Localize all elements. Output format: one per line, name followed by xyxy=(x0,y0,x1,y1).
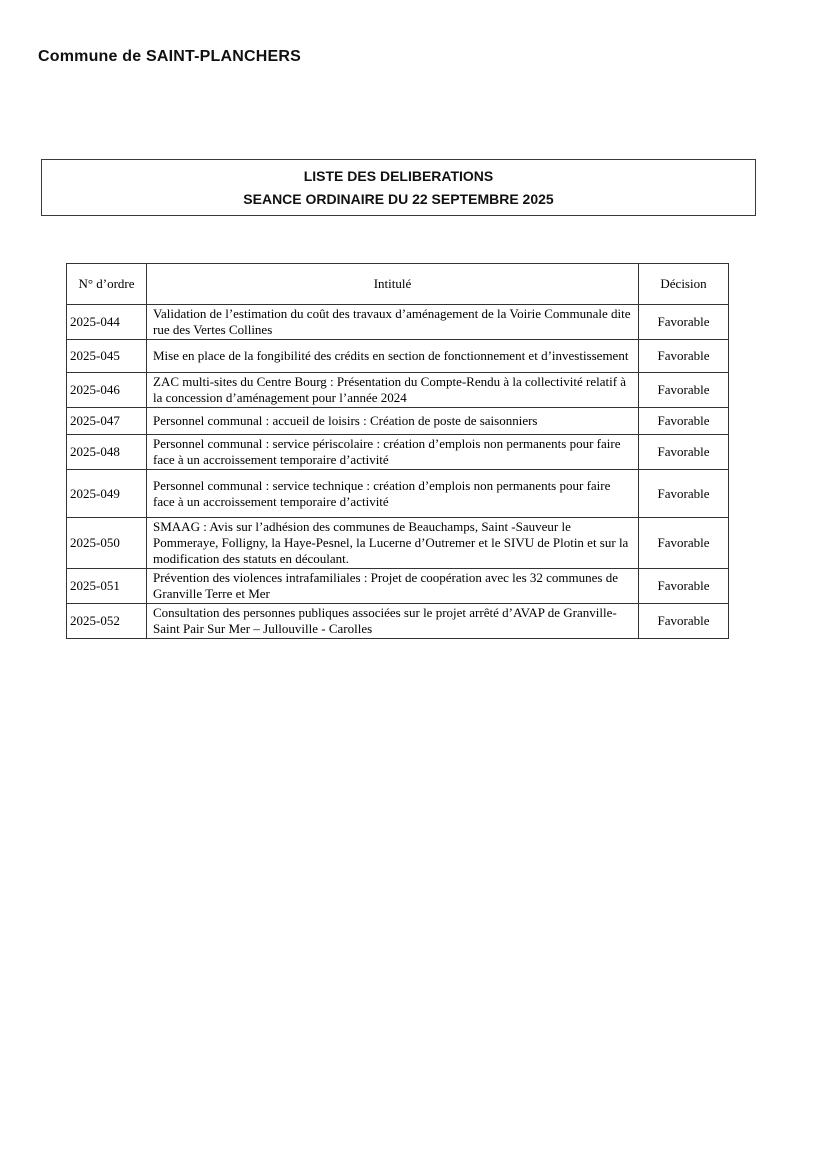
row-intitule-cell: ZAC multi-sites du Centre Bourg : Présentation du Compte-Rendu à la collectivité relatif à la concession d’aménagement pour l’année 2024 xyxy=(147,373,639,408)
row-ordre-cell: 2025-048 xyxy=(67,435,147,470)
row-decision-cell: Favorable xyxy=(639,373,729,408)
table-row xyxy=(67,435,729,470)
title-line-2: SEANCE ORDINAIRE DU 22 SEPTEMBRE 2025 xyxy=(243,191,554,208)
title-line-1: LISTE DES DELIBERATIONS xyxy=(303,167,494,184)
row-decision-cell: Favorable xyxy=(639,569,729,604)
table-row xyxy=(67,305,729,340)
table-row xyxy=(67,604,729,639)
row-intitule-cell: Consultation des personnes publiques associées sur le projet arrêté d’AVAP de Granville-Saint Pair Sur Mer – Jullouville - Carolles xyxy=(147,604,639,639)
row-ordre-cell: 2025-049 xyxy=(67,470,147,518)
table-row xyxy=(67,518,729,569)
row-intitule-cell: Personnel communal : service périscolaire : création d’emplois non permanents pour faire face à un accroissement temporaire d’activité xyxy=(147,435,639,470)
row-ordre-cell: 2025-052 xyxy=(67,604,147,639)
row-ordre-cell: 2025-045 xyxy=(67,340,147,373)
deliberations-table xyxy=(66,263,729,639)
row-decision-cell: Favorable xyxy=(639,340,729,373)
row-intitule-cell: Mise en place de la fongibilité des crédits en section de fonctionnement et d’investissement xyxy=(147,340,639,373)
table-row xyxy=(67,569,729,604)
deliberations-table-body xyxy=(67,305,729,639)
table-header-row xyxy=(67,264,729,305)
header-intitule: Intitulé xyxy=(147,264,639,305)
commune-header: Commune de SAINT-PLANCHERS xyxy=(38,48,301,65)
row-intitule-cell: Personnel communal : service technique : création d’emplois non permanents pour faire face à un accroissement temporaire d’activité xyxy=(147,470,639,518)
deliberations-title-box xyxy=(41,159,756,216)
row-decision-cell: Favorable xyxy=(639,305,729,340)
table-row xyxy=(67,373,729,408)
row-ordre-cell: 2025-046 xyxy=(67,373,147,408)
row-decision-cell: Favorable xyxy=(639,470,729,518)
row-intitule-cell: Personnel communal : accueil de loisirs : Création de poste de saisonniers xyxy=(147,408,639,435)
table-row xyxy=(67,408,729,435)
table-row xyxy=(67,470,729,518)
row-decision-cell: Favorable xyxy=(639,408,729,435)
row-ordre-cell: 2025-050 xyxy=(67,518,147,569)
row-ordre-cell: 2025-051 xyxy=(67,569,147,604)
header-ordre: N° d’ordre xyxy=(67,264,147,305)
row-decision-cell: Favorable xyxy=(639,435,729,470)
row-intitule-cell: Validation de l’estimation du coût des travaux d’aménagement de la Voirie Communale dite rue des Vertes Collines xyxy=(147,305,639,340)
row-decision-cell: Favorable xyxy=(639,604,729,639)
row-intitule-cell: SMAAG : Avis sur l’adhésion des communes de Beauchamps, Saint -Sauveur le Pommeraye, Folligny, la Haye-Pesnel, la Lucerne d’Outremer et le SIVU de Plotin et sur la modification des statuts en découlant. xyxy=(147,518,639,569)
row-decision-cell: Favorable xyxy=(639,518,729,569)
row-ordre-cell: 2025-044 xyxy=(67,305,147,340)
row-ordre-cell: 2025-047 xyxy=(67,408,147,435)
row-intitule-cell: Prévention des violences intrafamiliales : Projet de coopération avec les 32 communes de Granville Terre et Mer xyxy=(147,569,639,604)
table-row xyxy=(67,340,729,373)
header-decision: Décision xyxy=(639,264,729,305)
